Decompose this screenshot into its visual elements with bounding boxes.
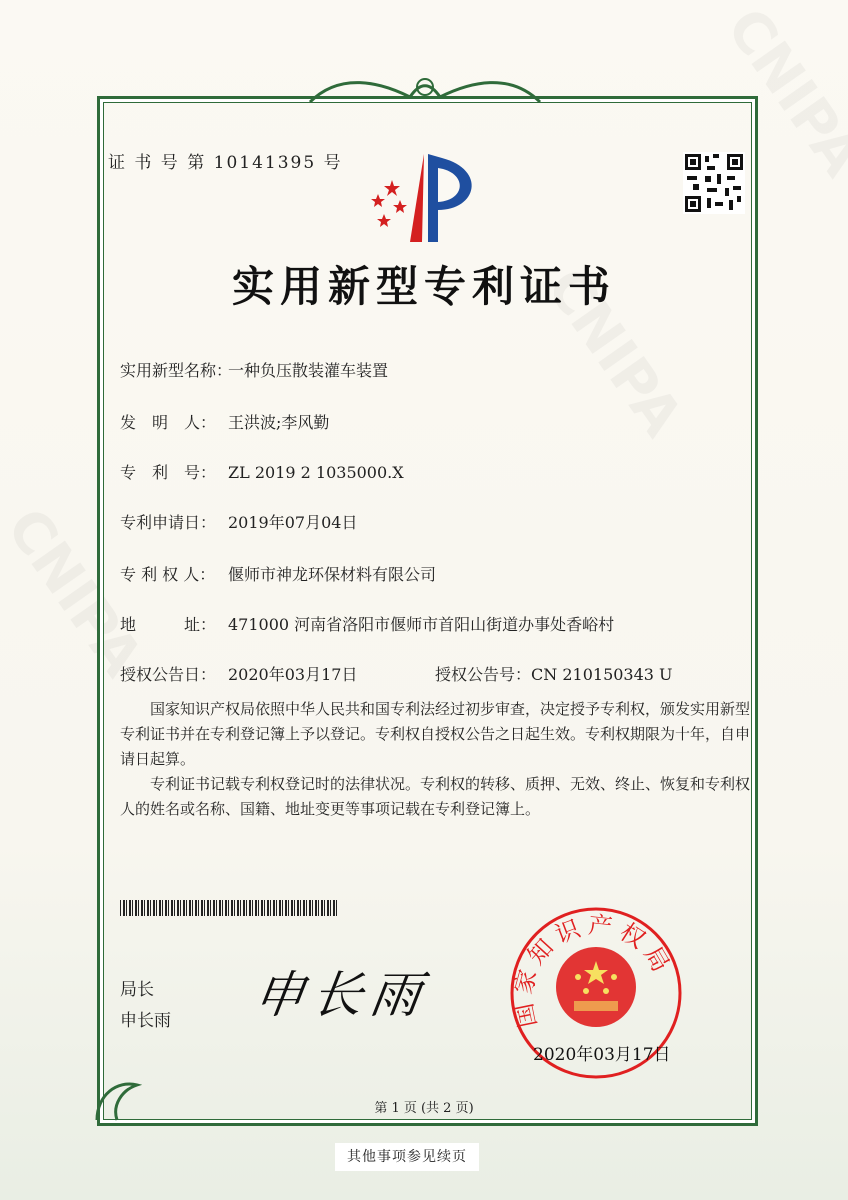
field-inventors: 发 明 人： 王洪波;李风勤: [120, 413, 330, 432]
field-utility-model-name: 实用新型名称：一种负压散装灌车装置: [120, 361, 389, 380]
field-address: 地 址： 471000 河南省洛阳市偃师市首阳山街道办事处香峪村: [120, 615, 615, 634]
field-patent-number: 专 利 号： ZL 2019 2 1035000.X: [120, 463, 404, 482]
seal-date: 2020年03月17日: [533, 1045, 671, 1065]
director-title: 局长: [120, 980, 154, 1000]
field-announcement-number: 授权公告号：CN 210150343 U: [435, 665, 673, 684]
body-paragraph: 国家知识产权局依照中华人民共和国专利法经过初步审查，决定授予专利权，颁发实用新型专利证书并在专利登记簿上予以登记。专利权自授权公告之日起生效。专利权期限为十年，自申请日起算。: [120, 700, 751, 768]
qr-code: [683, 152, 745, 214]
field-application-date: 专利申请日： 2019年07月04日: [120, 513, 358, 532]
field-patentee: 专 利 权 人： 偃师市神龙环保材料有限公司: [120, 565, 437, 584]
signature: 申长雨: [250, 966, 433, 1024]
field-grant-date: 授权公告日： 2020年03月17日: [120, 665, 358, 684]
top-ornament: [300, 72, 550, 112]
certificate-title: 实用新型专利证书: [231, 262, 616, 311]
director-name: 申长雨: [120, 1011, 171, 1031]
svg-text:国家知识产权局: 国家知识产权局: [508, 910, 678, 1030]
body-paragraph: 专利证书记载专利权登记时的法律状况。专利权的转移、质押、无效、终止、恢复和专利权人的姓名或名称、国籍、地址变更等事项记载在专利登记簿上。: [120, 775, 751, 818]
certificate-number: 证 书 号 第 10141395 号: [108, 153, 343, 173]
page-info: 第 1 页 (共 2 页): [374, 1101, 474, 1116]
continuation-note: 其他事项参见续页: [335, 1143, 479, 1171]
barcode: [120, 900, 338, 916]
cnipa-logo: [362, 150, 492, 245]
